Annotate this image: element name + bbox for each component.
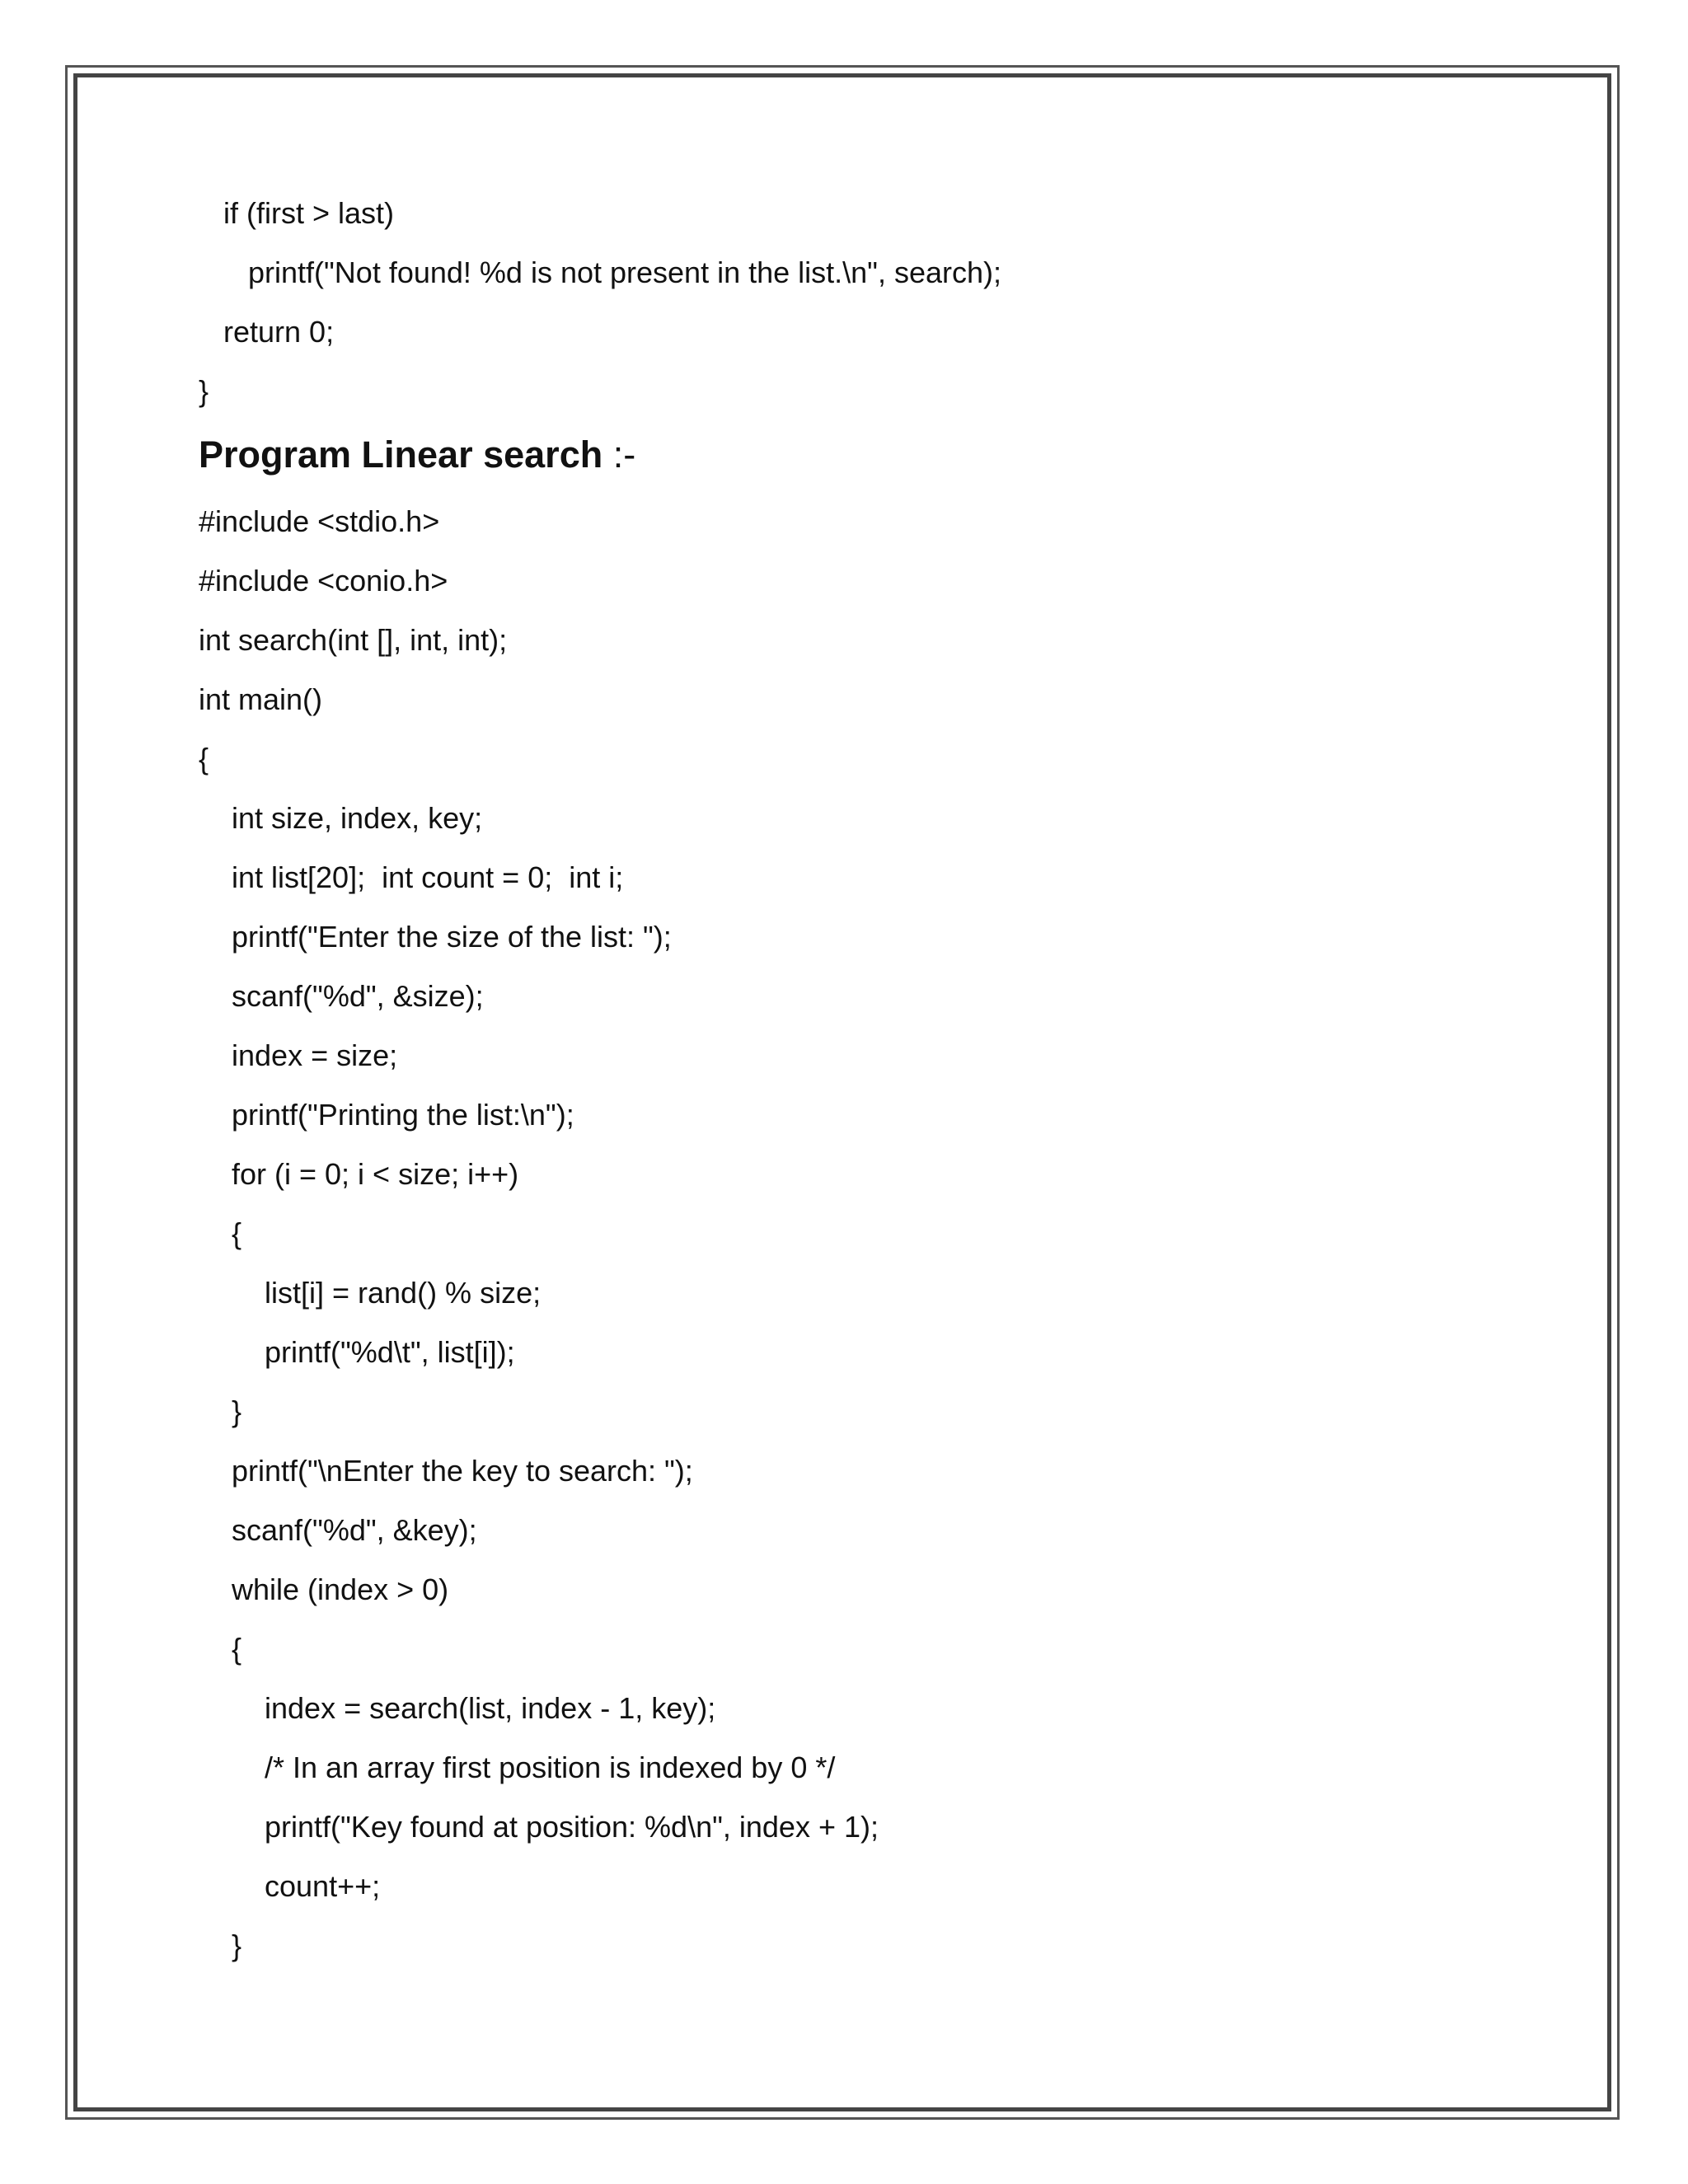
- code-line: int size, index, key;: [232, 801, 483, 835]
- code-line: index = search(list, index - 1, key);: [265, 1691, 716, 1725]
- code-line: {: [199, 742, 209, 776]
- code-line: if (first > last): [223, 196, 395, 230]
- code-line: while (index > 0): [232, 1572, 449, 1606]
- code-line: #include <conio.h>: [199, 564, 448, 598]
- page-border-inner: [73, 73, 1611, 2111]
- code-line: scanf("%d", &key);: [232, 1513, 477, 1547]
- code-line: printf("%d\t", list[i]);: [265, 1335, 515, 1369]
- code-line: {: [232, 1216, 242, 1250]
- code-line: }: [232, 1394, 242, 1428]
- code-line: #include <stdio.h>: [199, 504, 440, 538]
- code-line: printf("\nEnter the key to search: ");: [232, 1454, 693, 1488]
- code-line: printf("Not found! %d is not present in the list.\n", search);: [248, 255, 1001, 289]
- section-heading-suffix: :-: [603, 434, 636, 476]
- code-line: /* In an array first position is indexed by 0 */: [265, 1750, 836, 1784]
- code-line: int main(): [199, 682, 323, 716]
- code-line: }: [199, 374, 209, 408]
- code-line: }: [232, 1929, 242, 1962]
- section-heading-title: Program Linear search: [199, 434, 603, 476]
- code-line: scanf("%d", &size);: [232, 979, 484, 1013]
- code-line: printf("Key found at position: %d\n", index + 1);: [265, 1810, 879, 1844]
- code-line: for (i = 0; i < size; i++): [232, 1157, 519, 1191]
- code-line: {: [232, 1632, 242, 1666]
- code-line: count++;: [265, 1869, 381, 1903]
- code-line: index = size;: [232, 1038, 398, 1072]
- code-line: list[i] = rand() % size;: [265, 1276, 542, 1310]
- section-heading: [199, 432, 635, 478]
- code-line: printf("Enter the size of the list: ");: [232, 920, 672, 954]
- code-line: return 0;: [223, 315, 335, 349]
- code-line: int search(int [], int, int);: [199, 623, 508, 657]
- code-line: int list[20]; int count = 0; int i;: [232, 860, 624, 894]
- code-line: printf("Printing the list:\n");: [232, 1098, 574, 1132]
